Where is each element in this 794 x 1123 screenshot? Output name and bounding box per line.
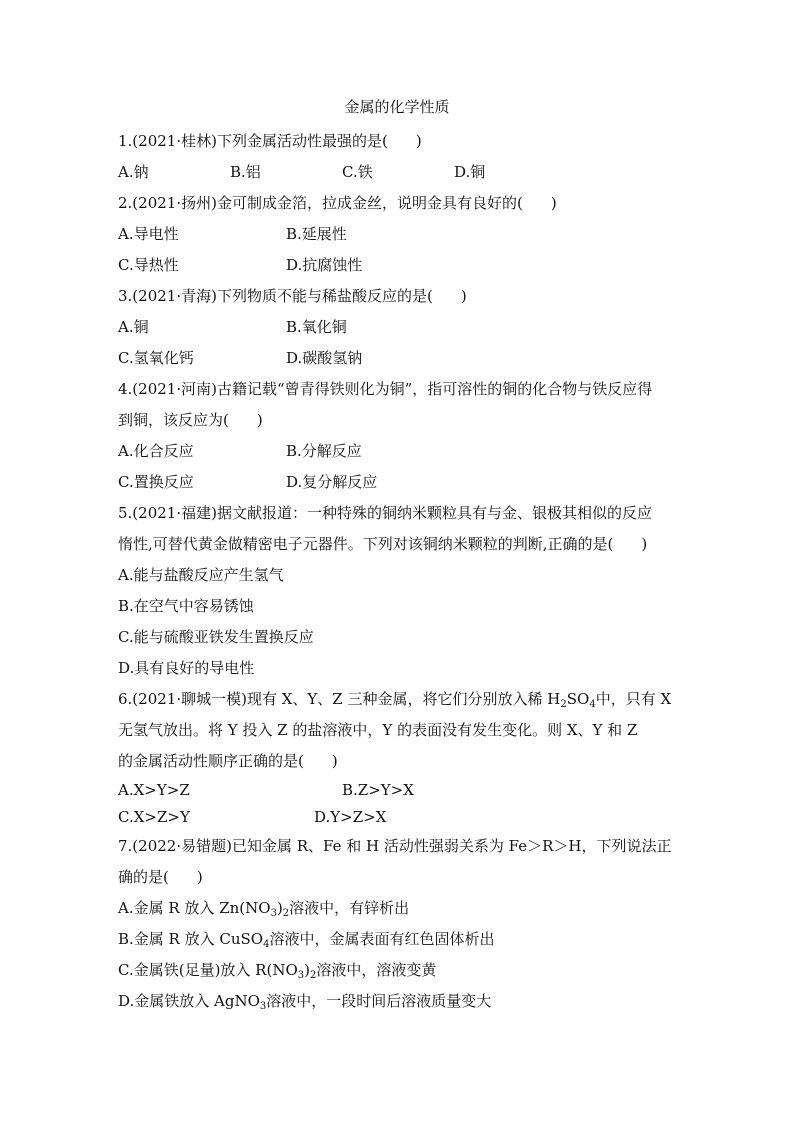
question-3-stem: 3.(2021·青海)下列物质不能与稀盐酸反应的是( ) [118, 287, 467, 305]
option-c: C.铁 [342, 163, 373, 181]
option-c: C.置换反应 [118, 473, 194, 491]
option-b: B.延展性 [286, 225, 347, 243]
question-5-stem-line2: 惰性,可替代黄金做精密电子元器件。下列对该铜纳米颗粒的判断,正确的是( ) [118, 535, 648, 553]
question-7-option-d: D.金属铁放入 AgNO$_3$溶液中，一段时间后溶液质量变大 [118, 992, 492, 1012]
option-d: D.碳酸氢钠 [286, 349, 363, 367]
option-a: A.化合反应 [118, 442, 194, 460]
option-d: D.Y>Z>X [314, 808, 387, 826]
question-6-stem-line1: 6.(2021·聊城一模)现有 X、Y、Z 三种金属，将它们分别放入稀 $H_2SO_4$中，只有 X [118, 690, 672, 710]
question-4-options-row2 [118, 467, 684, 498]
question-7-option-a: A.金属 R 放入 $Zn(NO_3)_2$溶液中，有锌析出 [118, 899, 410, 919]
question-5-option-b: B.在空气中容易锈蚀 [118, 597, 254, 615]
question-list [118, 126, 684, 1017]
option-c: C.氢氧化钙 [118, 349, 194, 367]
question-6-options-row2 [118, 804, 684, 831]
question-7-option-b: B.金属 R 放入 CuSO$_4$溶液中，金属表面有红色固体析出 [118, 930, 495, 950]
question-6-stem-line3: 的金属活动性顺序正确的是( ) [118, 752, 338, 770]
option-b: B.铝 [230, 163, 261, 181]
question-1-options [118, 157, 684, 188]
question-4-stem-line2: 到铜，该反应为( ) [118, 411, 263, 429]
option-c: C.导热性 [118, 256, 179, 274]
question-5-option-c: C.能与硫酸亚铁发生置换反应 [118, 628, 314, 646]
question-5-option-d: D.具有良好的导电性 [118, 659, 255, 677]
question-2-options-row2 [118, 250, 684, 281]
question-5-option-a: A.能与盐酸反应产生氢气 [118, 566, 284, 584]
option-b: B.分解反应 [286, 442, 362, 460]
question-5-stem-line1: 5.(2021·福建)据文献报道：一种特殊的铜纳米颗粒具有与金、银极其相似的反应 [118, 504, 652, 522]
option-a: A.钠 [118, 163, 149, 181]
question-6-options-row1 [118, 777, 684, 804]
option-d: D.复分解反应 [286, 473, 378, 491]
option-c: C.X>Z>Y [118, 808, 190, 826]
option-b: B.Z>Y>X [342, 781, 414, 799]
option-a: A.导电性 [118, 225, 179, 243]
question-6-stem-line2: 无氢气放出。将 Y 投入 Z 的盐溶液中，Y 的表面没有发生变化。则 X、Y 和 Z [118, 721, 638, 739]
question-7-stem-line1: 7.(2022·易错题)已知金属 R、Fe 和 H 活动性强弱关系为 Fe＞R＞H，下列说法正 [118, 837, 672, 855]
page-title: 金属的化学性质 [344, 98, 450, 116]
question-3-options-row2 [118, 343, 684, 374]
question-2-options-row1 [118, 219, 684, 250]
question-4-options-row1 [118, 436, 684, 467]
question-3-options-row1 [118, 312, 684, 343]
option-b: B.氧化铜 [286, 318, 347, 336]
question-2-stem: 2.(2021·扬州)金可制成金箔，拉成金丝，说明金具有良好的( ) [118, 194, 557, 212]
option-a: A.X>Y>Z [118, 781, 190, 799]
question-4-stem-line1: 4.(2021·河南)古籍记载“曾青得铁则化为铜”，指可溶性的铜的化合物与铁反应得 [118, 380, 653, 398]
question-7-stem-line2: 确的是( ) [118, 868, 203, 886]
question-7-option-c: C.金属铁(足量)放入 $R(NO_3)_2$溶液中，溶液变黄 [118, 961, 437, 981]
option-d: D.抗腐蚀性 [286, 256, 363, 274]
question-1-stem: 1.(2021·桂林)下列金属活动性最强的是( ) [118, 132, 422, 150]
option-a: A.铜 [118, 318, 149, 336]
option-d: D.铜 [454, 163, 486, 181]
